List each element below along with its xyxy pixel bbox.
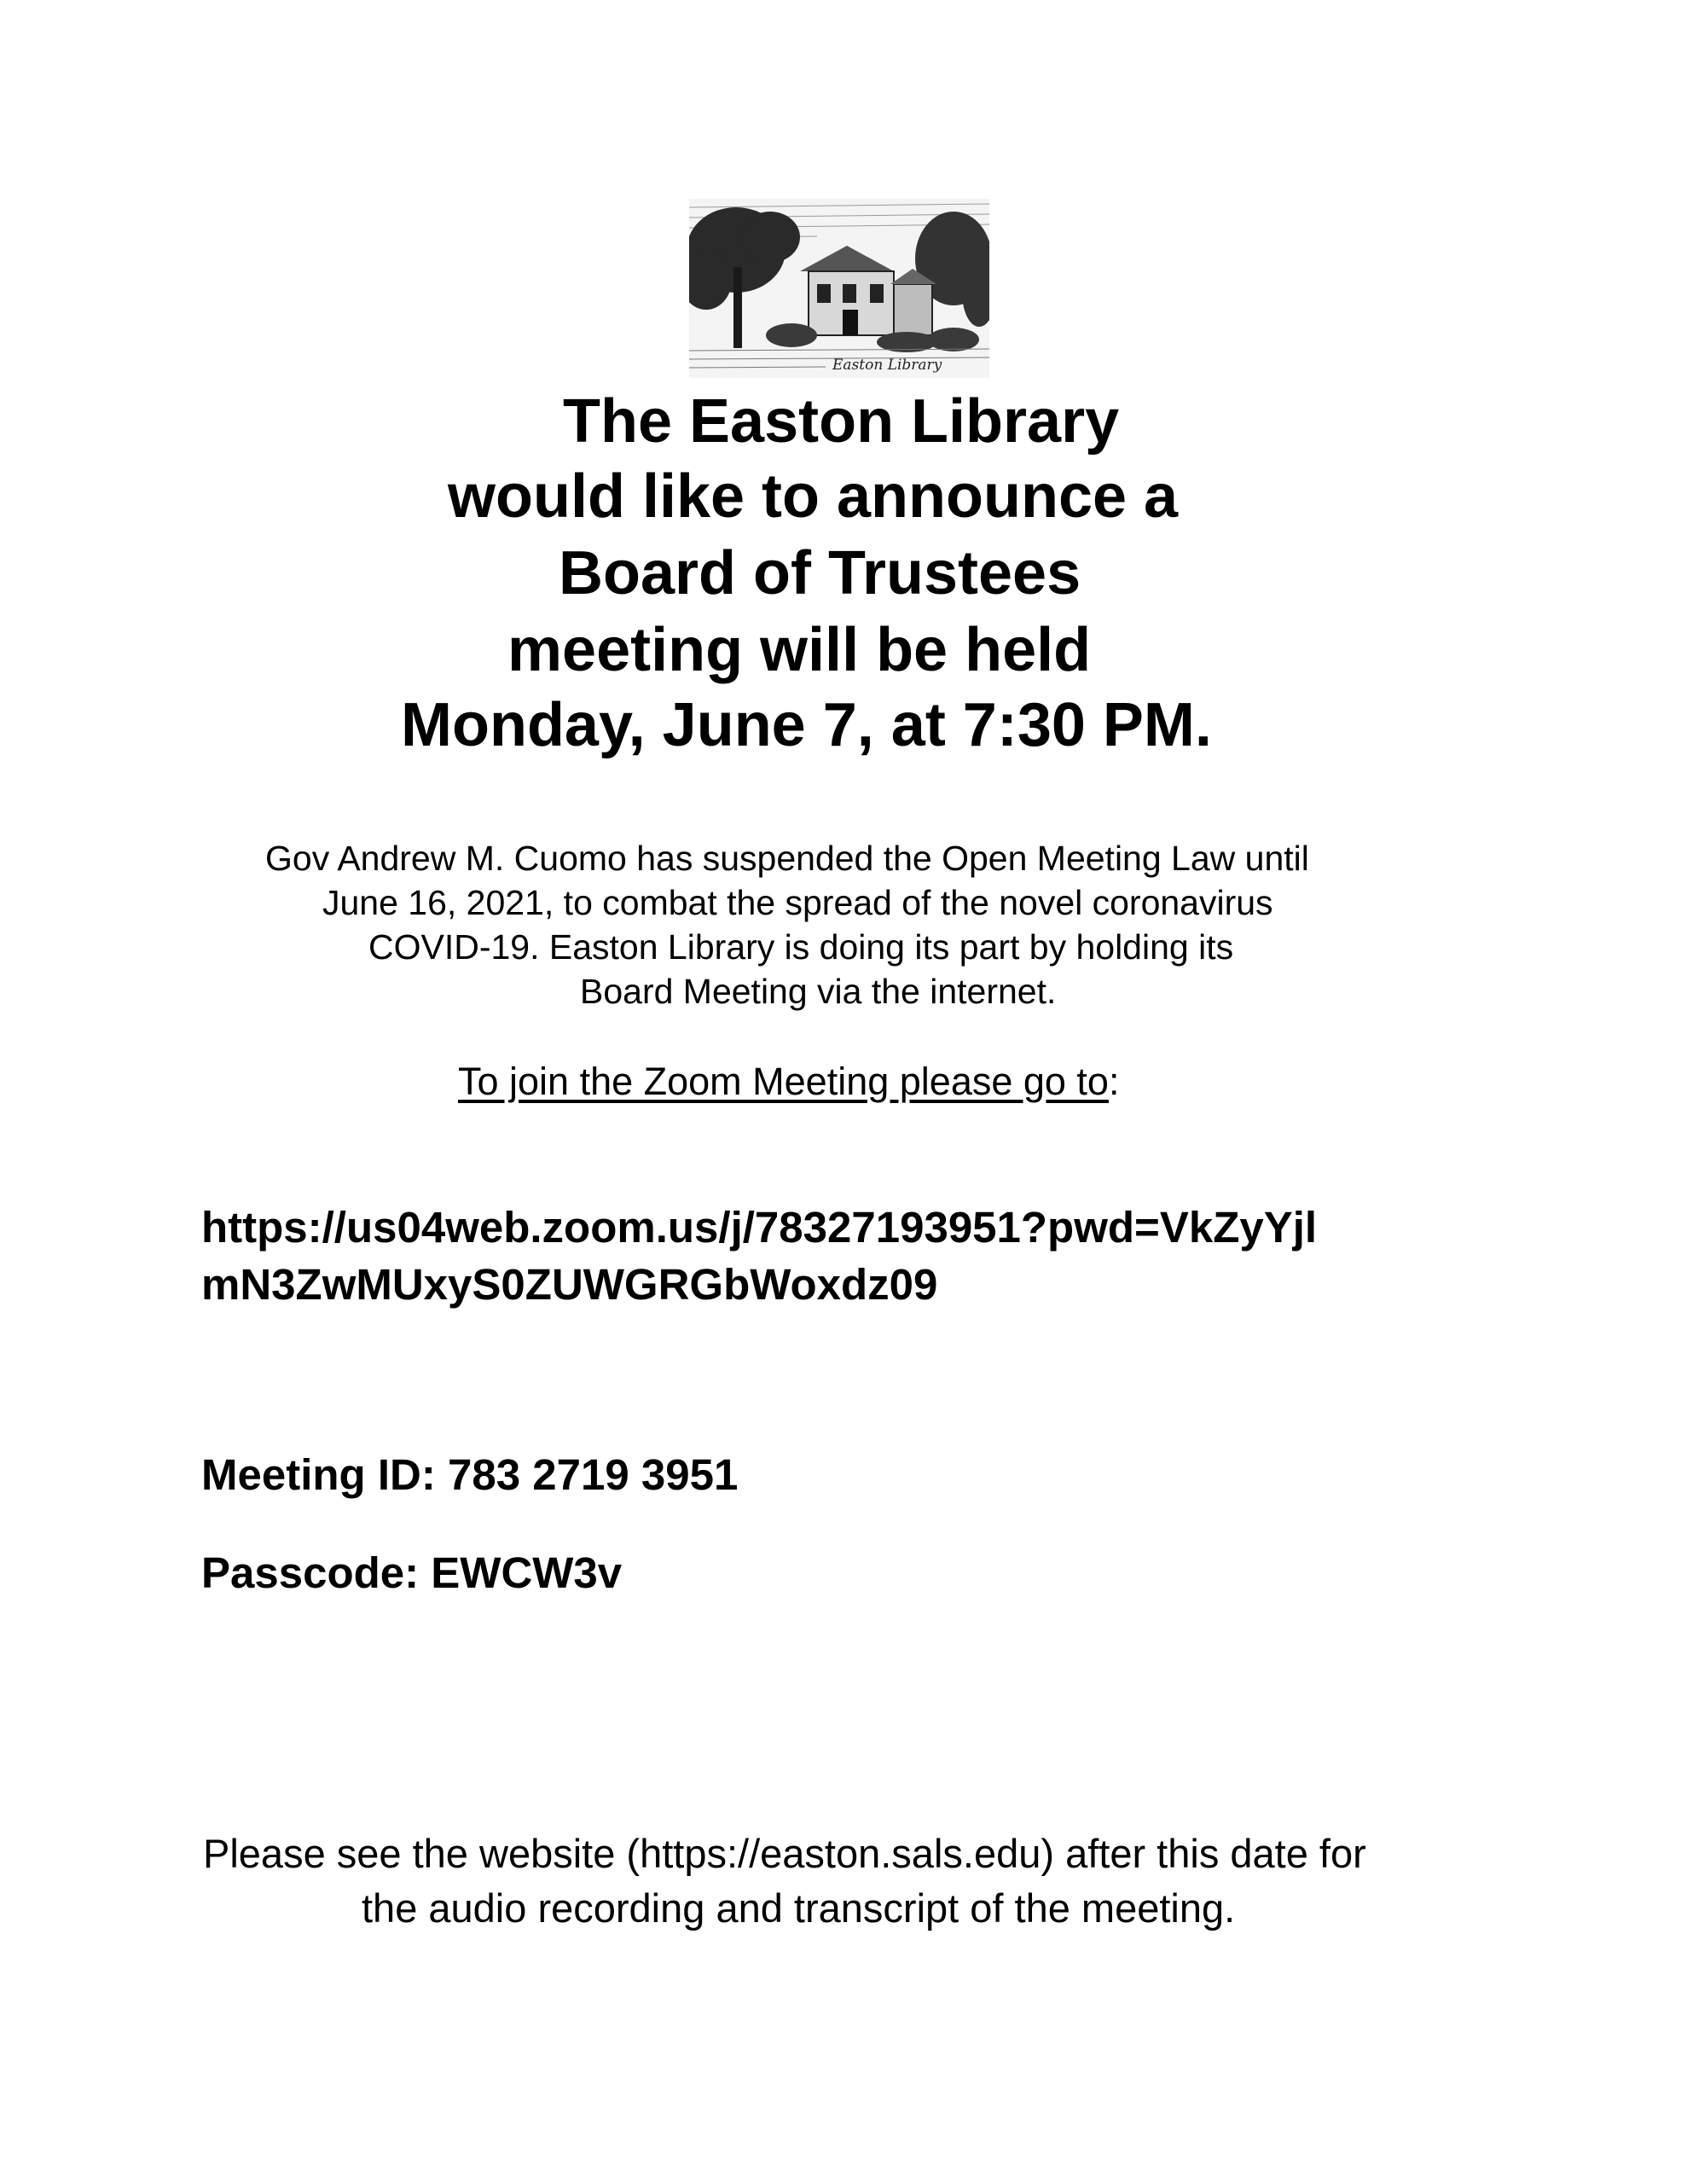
notice-line-3: COVID-19. Easton Library is doing its part by holding its bbox=[368, 927, 1234, 967]
passcode: Passcode: EWCW3v bbox=[201, 1548, 623, 1597]
library-building-sketch-icon bbox=[689, 199, 989, 378]
footer-line-2: the audio recording and transcript of the meeting. bbox=[362, 1885, 1236, 1931]
headline-line-3: Board of Trustees bbox=[559, 539, 1081, 607]
zoom-link-line-2[interactable]: mN3ZwMUxyS0ZUWGRGbWoxdz09 bbox=[201, 1260, 938, 1309]
notice-line-1: Gov Andrew M. Cuomo has suspended the Open Meeting Law until bbox=[265, 839, 1309, 878]
library-logo bbox=[689, 199, 989, 378]
zoom-link-line-1[interactable]: https://us04web.zoom.us/j/78327193951?pwd=VkZyYjl bbox=[201, 1203, 1318, 1252]
join-instructions-colon: : bbox=[1108, 1060, 1120, 1103]
headline-line-4: meeting will be held bbox=[507, 616, 1092, 684]
notice-line-2: June 16, 2021, to combat the spread of the novel coronavirus bbox=[322, 883, 1273, 922]
footer-line-1: Please see the website (https://easton.sals.edu) after this date for bbox=[203, 1831, 1366, 1876]
headline-line-2: would like to announce a bbox=[448, 462, 1179, 531]
logo-caption: Easton Library bbox=[832, 357, 942, 374]
join-instructions bbox=[458, 1058, 1119, 1106]
headline-line-1: The Easton Library bbox=[563, 387, 1120, 456]
headline-date-time: Monday, June 7, at 7:30 PM. bbox=[401, 691, 1212, 759]
join-instructions-text: To join the Zoom Meeting please go to bbox=[458, 1060, 1109, 1103]
meeting-id: Meeting ID: 783 2719 3951 bbox=[201, 1450, 739, 1499]
notice-line-4: Board Meeting via the internet. bbox=[580, 972, 1057, 1011]
